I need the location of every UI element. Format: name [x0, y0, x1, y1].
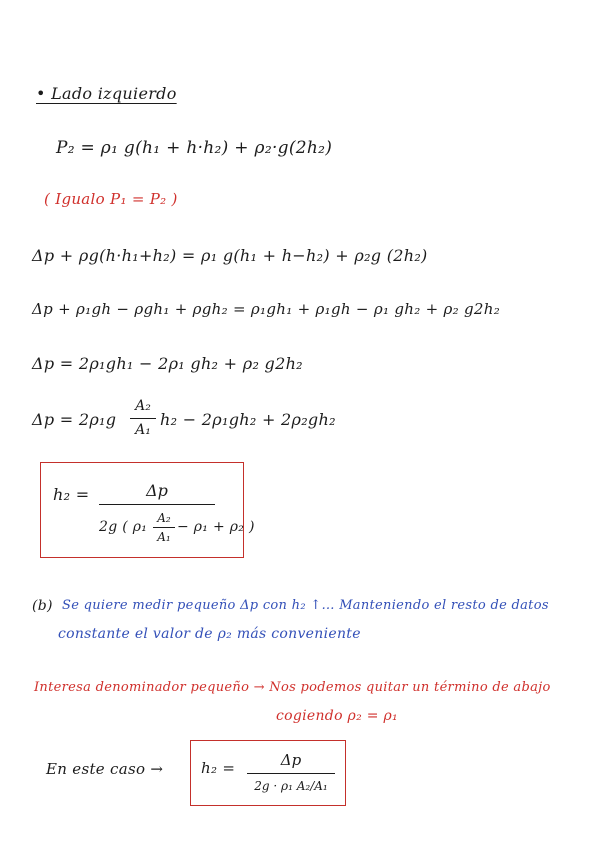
result-box-1-den-start: 2g ( ρ₁	[99, 519, 148, 535]
equation-line-4-start: Δp = 2ρ₁g	[32, 410, 117, 429]
equation-line-4-frac-num: A₂	[135, 398, 151, 414]
equation-line-4-end: h₂ − 2ρ₁gh₂ + 2ρ₂gh₂	[160, 410, 336, 429]
equation-line-1: Δp + ρg(h·h₁+h₂) = ρ₁ g(h₁ + h−h₂) + ρ₂g (2h₂)	[32, 246, 428, 265]
result-box-1-numerator: Δp	[146, 481, 168, 500]
red-note-line-1: Interesa denominador pequeño → Nos podemos quitar un término de abajo	[34, 680, 551, 695]
result-box-2-numerator: Δp	[280, 751, 302, 769]
result-box-1	[40, 462, 255, 558]
equation-p2: P₂ = ρ₁ g(h₁ + h·h₂) + ρ₂·g(2h₂)	[56, 138, 333, 158]
result-box-2-fraction-line	[247, 773, 335, 774]
section-heading-text: • Lado izquierdo	[36, 84, 177, 103]
part-b-line-1: Se quiere medir pequeño Δp con h₂ ↑… Manteniendo el resto de datos	[62, 598, 549, 613]
result-box-1-fraction-line	[99, 504, 215, 505]
result-box-1-lhs: h₂ =	[53, 485, 90, 504]
result-box-1-den-frac-num: A₂	[157, 511, 171, 525]
result-box-1-den-frac-line	[153, 527, 175, 528]
equation-line-3: Δp = 2ρ₁gh₁ − 2ρ₁ gh₂ + ρ₂ g2h₂	[32, 354, 303, 373]
result-box-1-den-end: − ρ₁ + ρ₂ )	[177, 519, 255, 535]
note-equal-pressures: ( Igualo P₁ = P₂ )	[44, 190, 178, 208]
result-box-2-lhs: h₂ =	[201, 759, 236, 777]
section-heading	[36, 84, 177, 103]
equation-line-2: Δp + ρ₁gh − ρgh₁ + ρgh₂ = ρ₁gh₁ + ρ₁gh − ρ₁ gh₂ + ρ₂ g2h₂	[32, 300, 501, 318]
result-box-2	[190, 740, 346, 806]
part-b-label: (b)	[32, 598, 53, 614]
equation-line-4-frac-line	[130, 418, 156, 419]
red-note-line-2: cogiendo ρ₂ = ρ₁	[276, 708, 398, 724]
equation-line-4-frac-den: A₁	[135, 422, 151, 438]
result-box-1-den-frac-den: A₁	[157, 530, 171, 544]
part-b-line-2: constante el valor de ρ₂ más conveniente	[58, 626, 361, 642]
case-text: En este caso →	[46, 760, 164, 778]
result-box-2-denominator: 2g · ρ₁ A₂/A₁	[254, 779, 328, 793]
